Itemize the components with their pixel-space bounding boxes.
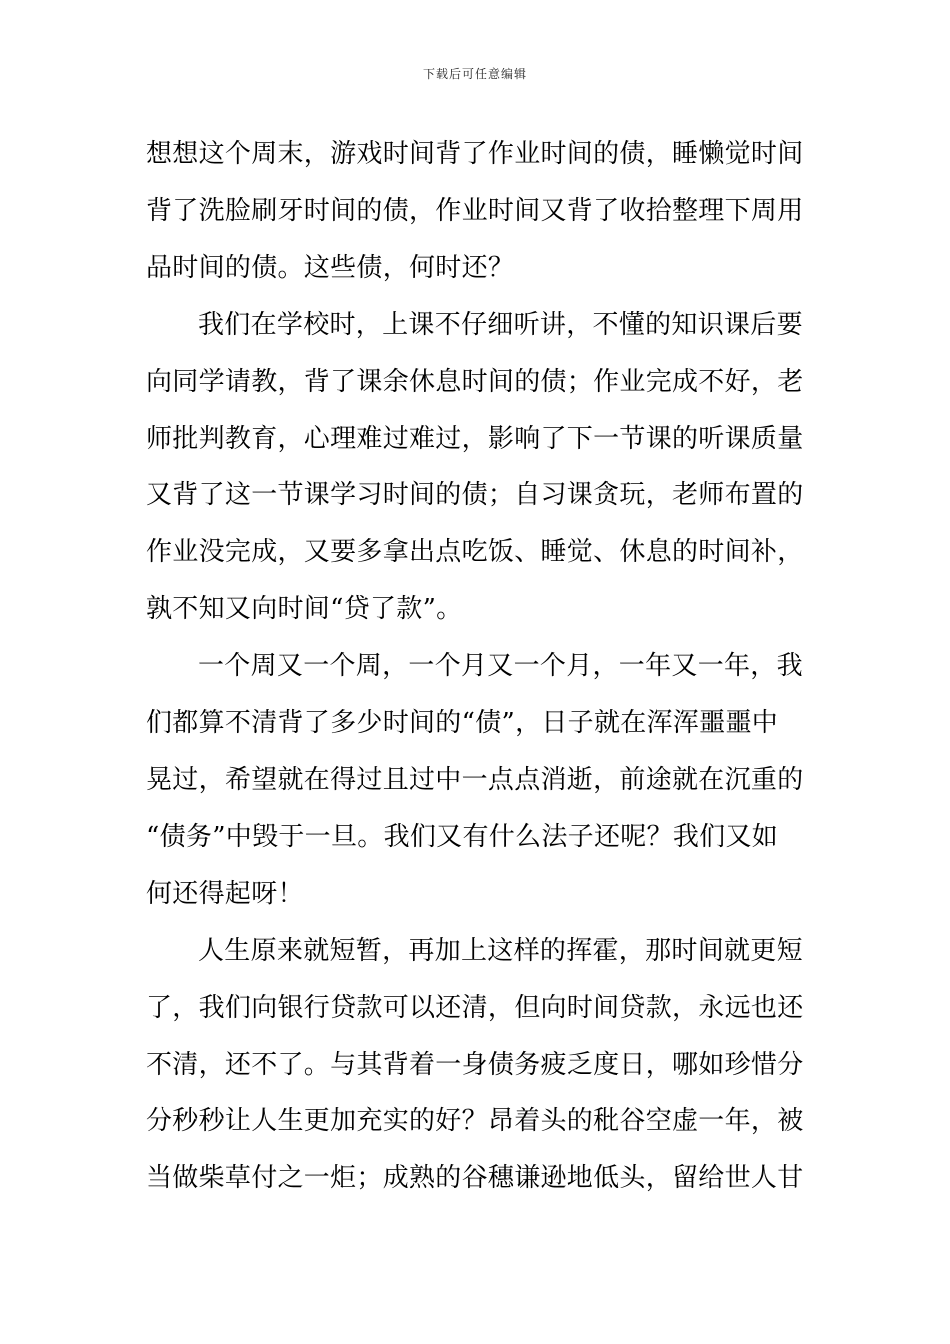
paragraph-3: [146, 638, 806, 923]
text-line: 何还得起呀！: [146, 878, 304, 909]
text-line: 想想这个周末，游戏时间背了作业时间的债，睡懒觉时间: [146, 139, 804, 169]
paragraph-4: [146, 923, 806, 1208]
text-line: 了，我们向银行贷款可以还清，但向时间贷款，永远也还: [146, 992, 804, 1023]
paragraph-1: [146, 126, 806, 297]
text-line: 背了洗脸刷牙时间的债，作业时间又背了收拾整理下周用: [146, 195, 804, 226]
document-body: [146, 126, 806, 1207]
text-line: 作业没完成，又要多拿出点吃饭、睡觉、休息的时间补，: [146, 537, 804, 568]
text-line: “债务”中毁于一旦。我们又有什么法子还呢？我们又如: [146, 821, 779, 852]
text-line: 人生原来就短暂，再加上这样的挥霍，那时间就更短: [198, 935, 803, 966]
text-line: 们都算不清背了多少时间的“债”，日子就在浑浑噩噩中: [146, 708, 779, 739]
page-header-note: 下载后可任意编辑: [422, 67, 527, 81]
text-line: 向同学请教，背了课余休息时间的债；作业完成不好，老: [146, 366, 804, 397]
paragraph-2: [146, 297, 806, 638]
text-line: 分秒秒让人生更加充实的好？昂着头的秕谷空虚一年，被: [146, 1106, 804, 1137]
text-line: 不清，还不了。与其背着一身债务疲乏度日，哪如珍惜分: [146, 1049, 804, 1080]
text-line: 当做柴草付之一炬；成熟的谷穗谦逊地低头，留给世人甘: [146, 1163, 804, 1194]
text-line: 我们在学校时，上课不仔细听讲，不懂的知识课后要: [198, 309, 803, 340]
text-line: 品时间的债。这些债，何时还？: [146, 252, 515, 283]
text-line: 又背了这一节课学习时间的债；自习课贪玩，老师布置的: [146, 480, 804, 511]
text-line: 师批判教育，心理难过难过，影响了下一节课的听课质量: [146, 423, 804, 454]
text-line: 孰不知又向时间“贷了款”。: [146, 594, 463, 625]
text-line: 晃过，希望就在得过且过中一点点消逝，前途就在沉重的: [146, 764, 804, 795]
text-line: 一个周又一个周，一个月又一个月，一年又一年，我: [198, 651, 803, 682]
